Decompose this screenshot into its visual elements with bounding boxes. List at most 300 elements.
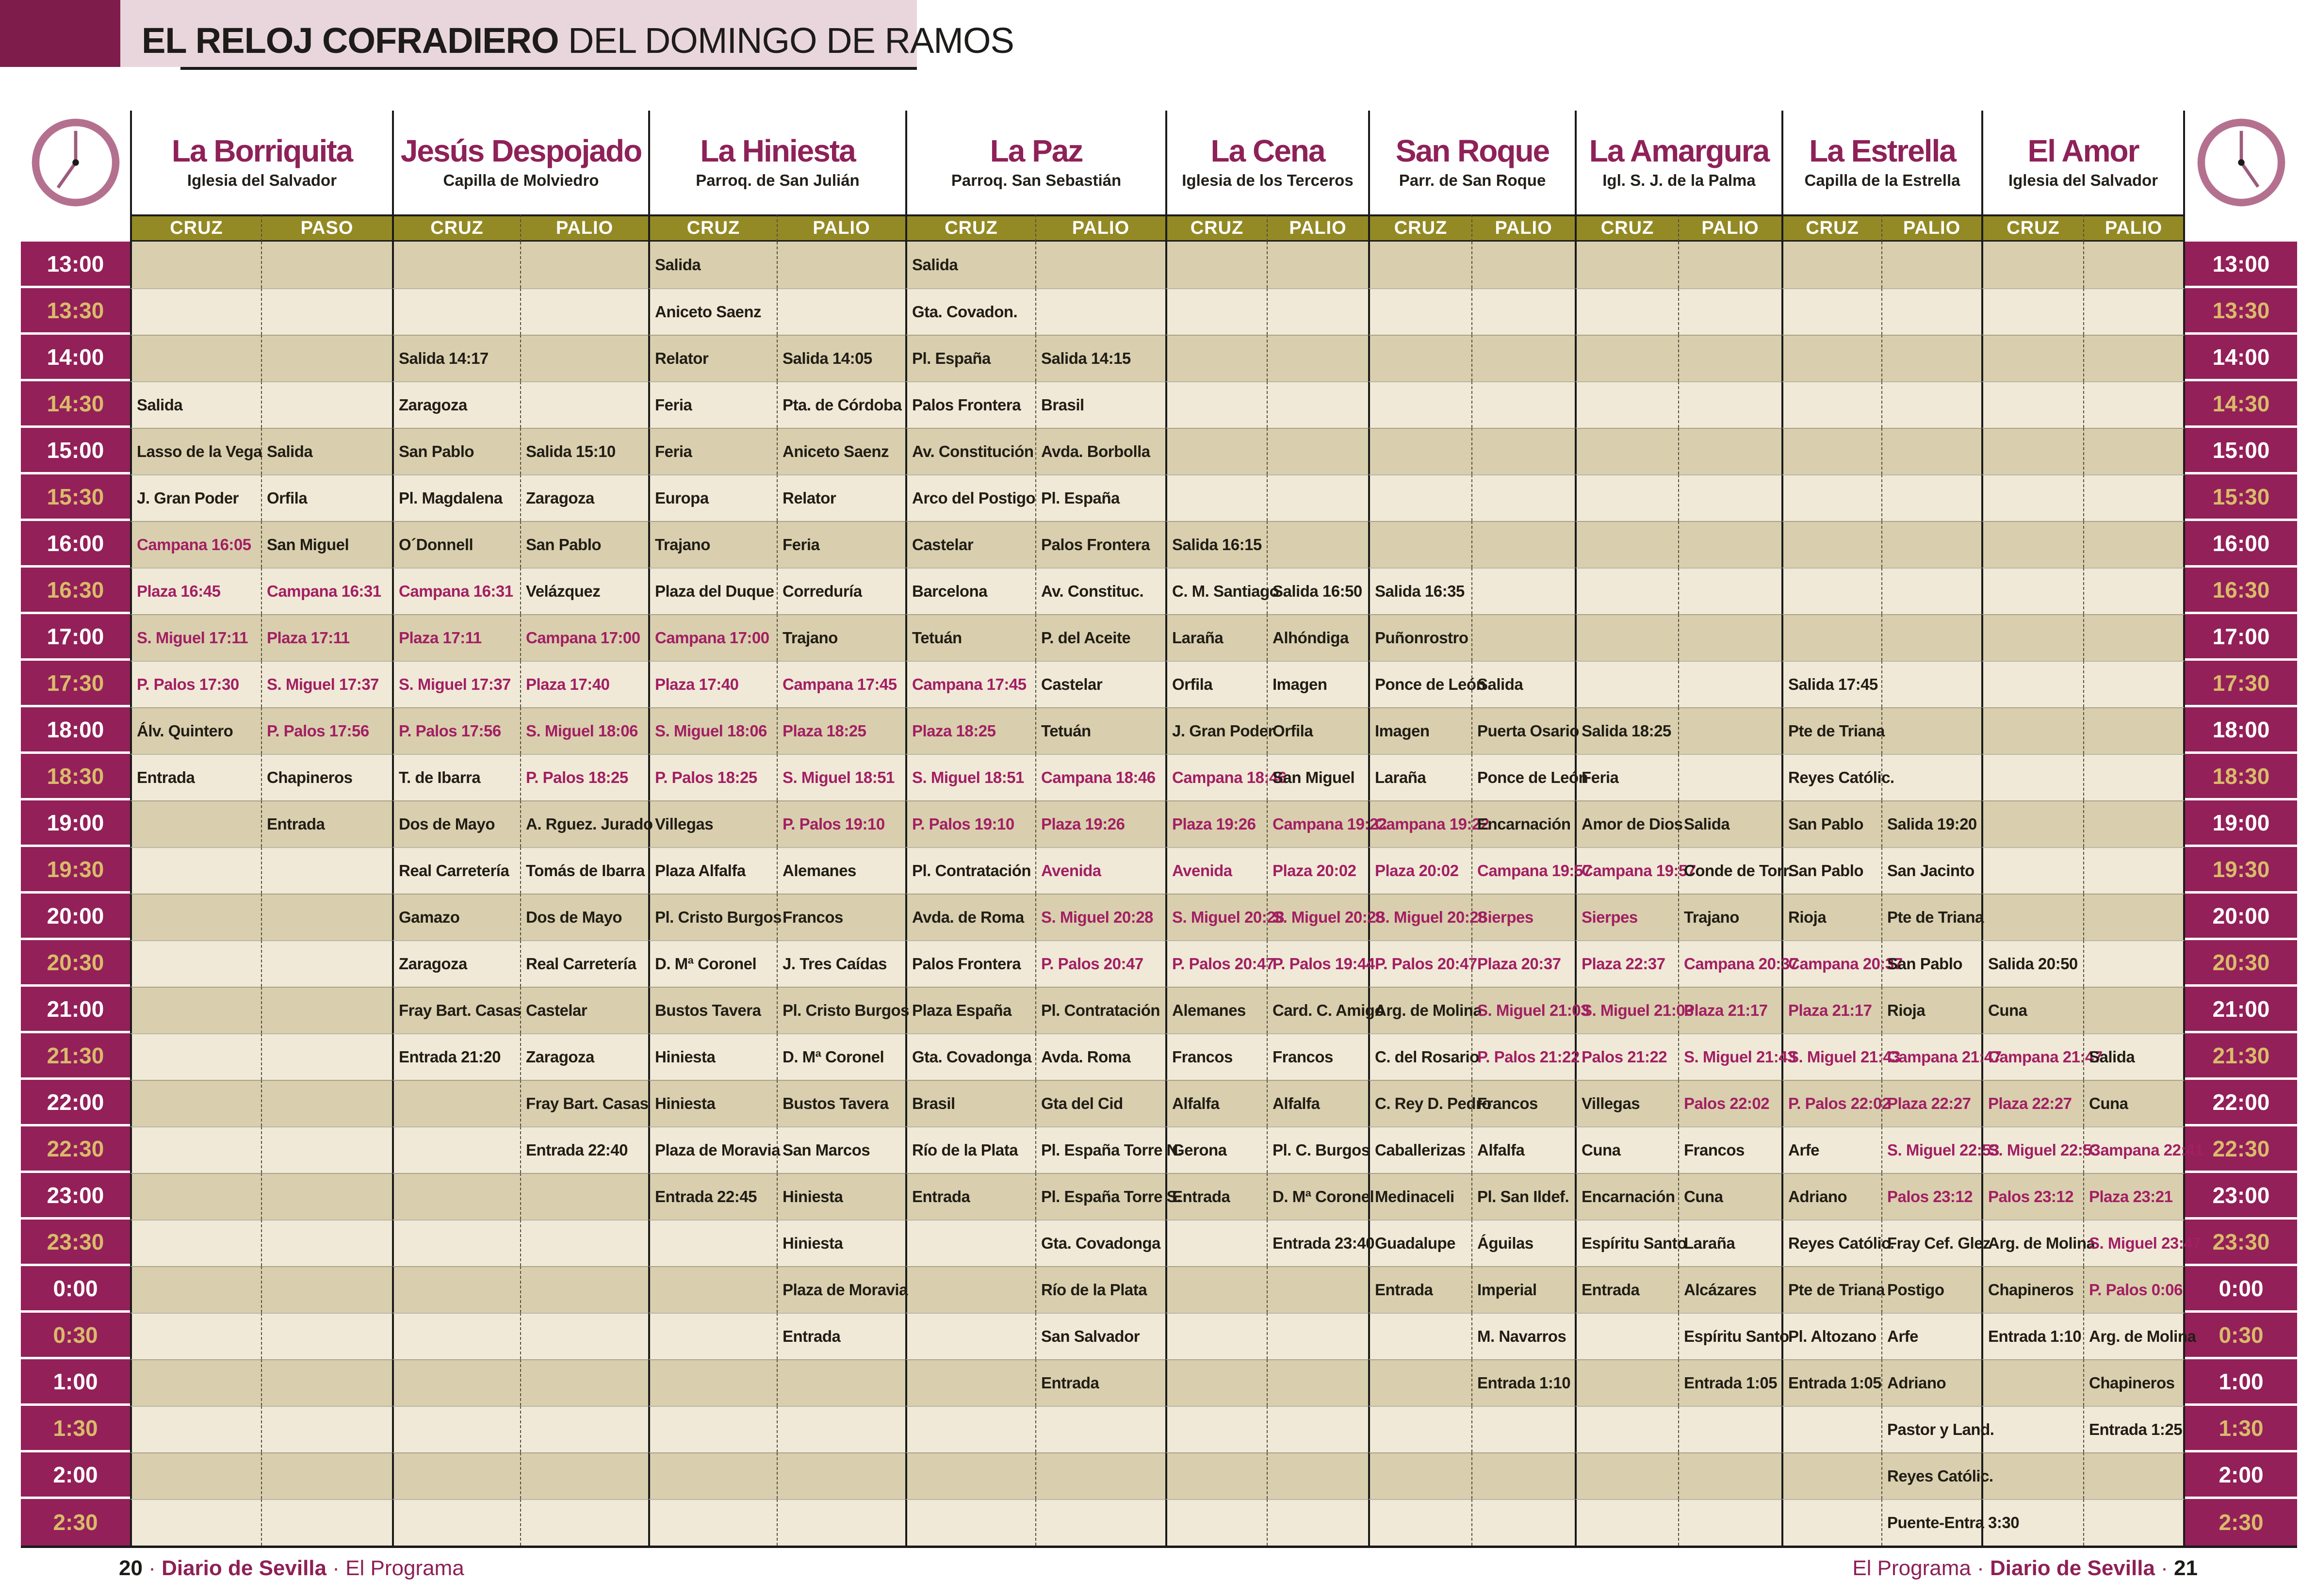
schedule-cell — [1981, 847, 2083, 894]
schedule-cell: Salida 19:20 — [1881, 800, 1981, 847]
schedule-cell — [1035, 1452, 1165, 1499]
schedule-cell: Dos de Mayo — [392, 800, 520, 847]
church-header — [392, 111, 648, 214]
table-row — [21, 1126, 2297, 1173]
schedule-cell: A. Rguez. Jurado — [520, 800, 648, 847]
schedule-cell — [1678, 1499, 1781, 1546]
schedule-cell: Hiniesta — [648, 1080, 777, 1126]
schedule-cell: Plaza 17:40 — [648, 661, 777, 707]
schedule-cell: S. Miguel 17:37 — [261, 661, 392, 707]
time-cell-right: 19:30 — [2185, 847, 2297, 894]
schedule-cell: Pl. Cristo Burgos — [777, 987, 905, 1033]
schedule-cell: Bustos Tavera — [777, 1080, 905, 1126]
schedule-cell — [261, 1033, 392, 1080]
schedule-cell: Plaza 22:27 — [1981, 1080, 2083, 1126]
clock-icon-left — [29, 116, 122, 209]
schedule-cell: Palos 22:02 — [1678, 1080, 1781, 1126]
schedule-cell — [1471, 521, 1575, 568]
schedule-cell: Feria — [648, 428, 777, 474]
schedule-cell — [1981, 568, 2083, 614]
schedule-cell: J. Tres Caídas — [777, 940, 905, 987]
column-label: PALIO — [1881, 214, 1981, 242]
footer-brand: Diario de Sevilla — [162, 1556, 327, 1580]
schedule-cell: Reyes Católic. — [1781, 1220, 1881, 1266]
schedule-cell — [1678, 707, 1781, 754]
schedule-cell — [1035, 1499, 1165, 1546]
church-venue: Parroq. San Sebastián — [951, 171, 1122, 189]
schedule-cell — [905, 1313, 1035, 1359]
table-row — [21, 1266, 2297, 1313]
time-cell-left: 22:30 — [21, 1126, 130, 1173]
schedule-cell — [1981, 242, 2083, 288]
schedule-cell — [1981, 661, 2083, 707]
schedule-cell — [1981, 474, 2083, 521]
schedule-cell: Dos de Mayo — [520, 894, 648, 940]
schedule-cell — [130, 940, 261, 987]
table-row — [21, 987, 2297, 1033]
schedule-cell: Zaragoza — [520, 474, 648, 521]
schedule-cell: Aniceto Saenz — [648, 288, 777, 335]
time-cell-right: 17:00 — [2185, 614, 2297, 661]
time-cell-right: 17:30 — [2185, 661, 2297, 707]
schedule-cell — [2083, 568, 2185, 614]
time-cell-left: 1:00 — [21, 1359, 130, 1406]
table-row — [21, 1499, 2297, 1546]
schedule-cell: Plaza 16:45 — [130, 568, 261, 614]
schedule-cell: Sierpes — [1471, 894, 1575, 940]
schedule-cell — [261, 894, 392, 940]
schedule-cell: Entrada — [261, 800, 392, 847]
schedule-cell — [1881, 614, 1981, 661]
schedule-cell — [1471, 568, 1575, 614]
schedule-cell — [1881, 288, 1981, 335]
schedule-cell: Fray Bart. Casas — [392, 987, 520, 1033]
schedule-cell: Plaza 20:02 — [1368, 847, 1471, 894]
schedule-cell: Fray Cef. Glez — [1881, 1220, 1981, 1266]
schedule-cell: Campana 19:22 — [1368, 800, 1471, 847]
schedule-cell — [2083, 474, 2185, 521]
schedule-cell: Río de la Plata — [1035, 1266, 1165, 1313]
schedule-cell: Zaragoza — [392, 381, 520, 428]
schedule-cell — [1368, 335, 1471, 381]
schedule-cell: Orfila — [1267, 707, 1368, 754]
schedule-cell: Arg. de Molina — [2083, 1313, 2185, 1359]
schedule-cell: Chapineros — [261, 754, 392, 800]
schedule-cell — [648, 1220, 777, 1266]
schedule-cell — [392, 1359, 520, 1406]
schedule-cell — [130, 800, 261, 847]
time-cell-right: 13:30 — [2185, 288, 2297, 335]
time-cell-right: 23:00 — [2185, 1173, 2297, 1220]
column-label: PALIO — [520, 214, 648, 242]
schedule-cell: Tetuán — [1035, 707, 1165, 754]
schedule-cell: Espíritu Santo — [1678, 1313, 1781, 1359]
schedule-cell — [1165, 288, 1267, 335]
cruz-palio-bar — [21, 214, 2297, 242]
time-cell-left: 21:30 — [21, 1033, 130, 1080]
schedule-cell — [1165, 242, 1267, 288]
schedule-cell: Avenida — [1165, 847, 1267, 894]
schedule-cell: Europa — [648, 474, 777, 521]
schedule-cell — [261, 1406, 392, 1452]
schedule-cell: Salida — [1678, 800, 1781, 847]
schedule-cell: D. Mª Coronel — [648, 940, 777, 987]
schedule-cell: Avda. Borbolla — [1035, 428, 1165, 474]
schedule-cell: Pl. C. Burgos — [1267, 1126, 1368, 1173]
church-name: La Paz — [990, 133, 1083, 169]
schedule-cell: Guadalupe — [1368, 1220, 1471, 1266]
table-row — [21, 242, 2297, 288]
schedule-cell — [130, 1126, 261, 1173]
schedule-cell: Feria — [1575, 754, 1678, 800]
page-title-bold: EL RELOJ COFRADIERO — [142, 20, 559, 61]
time-cell-left: 17:00 — [21, 614, 130, 661]
schedule-cell: Conde de Torr. — [1678, 847, 1781, 894]
schedule-cell: S. Miguel 18:06 — [520, 707, 648, 754]
schedule-cell: Caballerizas — [1368, 1126, 1471, 1173]
schedule-cell — [520, 1452, 648, 1499]
schedule-cell: Francos — [1165, 1033, 1267, 1080]
schedule-cell: Entrada — [1575, 1266, 1678, 1313]
schedule-cell: San Miguel — [1267, 754, 1368, 800]
time-cell-right: 2:30 — [2185, 1499, 2297, 1546]
schedule-cell: P. Palos 18:25 — [520, 754, 648, 800]
schedule-cell: Salida 16:50 — [1267, 568, 1368, 614]
clock-icon-right — [2195, 116, 2288, 209]
table-row — [21, 1452, 2297, 1499]
schedule-cell — [1368, 1499, 1471, 1546]
schedule-cell: Puente-Entra 3:30 — [1881, 1499, 1981, 1546]
schedule-cell: D. Mª Coronel — [1267, 1173, 1368, 1220]
schedule-cell: Fray Bart. Casas — [520, 1080, 648, 1126]
schedule-cell: P. Palos 19:10 — [777, 800, 905, 847]
time-cell-left: 14:00 — [21, 335, 130, 381]
schedule-cell: Entrada 1:25 — [2083, 1406, 2185, 1452]
schedule-cell: Campana 16:05 — [130, 521, 261, 568]
schedule-cell — [1678, 288, 1781, 335]
schedule-cell — [130, 1266, 261, 1313]
schedule-cell: Palos Frontera — [1035, 521, 1165, 568]
schedule-cell: Cuna — [1575, 1126, 1678, 1173]
schedule-cell — [1267, 474, 1368, 521]
column-label: CRUZ — [1165, 214, 1267, 242]
church-header — [1781, 111, 1981, 214]
schedule-cell — [2083, 661, 2185, 707]
table-row — [21, 428, 2297, 474]
schedule-cell — [261, 1220, 392, 1266]
schedule-cell: Arfe — [1881, 1313, 1981, 1359]
schedule-cell — [261, 242, 392, 288]
schedule-cell: P. Palos 20:47 — [1165, 940, 1267, 987]
schedule-cell — [1368, 1313, 1471, 1359]
clock-left-cell — [21, 111, 130, 214]
schedule-cell: Hiniesta — [777, 1220, 905, 1266]
schedule-cell — [1575, 568, 1678, 614]
schedule-cell: Orfila — [261, 474, 392, 521]
schedule-cell — [1881, 568, 1981, 614]
schedule-cell — [2083, 381, 2185, 428]
schedule-cell: Salida 14:17 — [392, 335, 520, 381]
schedule-cell — [1267, 1499, 1368, 1546]
schedule-cell: Avenida — [1035, 847, 1165, 894]
schedule-cell: Campana 17:45 — [777, 661, 905, 707]
schedule-cell: Pl. Contratación — [1035, 987, 1165, 1033]
schedule-cell — [1471, 381, 1575, 428]
schedule-cell — [130, 1452, 261, 1499]
schedule-cell: Entrada 1:10 — [1471, 1359, 1575, 1406]
schedule-cell: Postigo — [1881, 1266, 1981, 1313]
schedule-cell: Alfalfa — [1165, 1080, 1267, 1126]
schedule-cell — [777, 1499, 905, 1546]
church-venue: Iglesia de los Terceros — [1182, 171, 1354, 189]
schedule-cell: Salida 20:50 — [1981, 940, 2083, 987]
schedule-cell: Castelar — [520, 987, 648, 1033]
schedule-cell — [1165, 1359, 1267, 1406]
schedule-body — [21, 242, 2297, 1548]
schedule-cell — [1368, 381, 1471, 428]
schedule-cell — [1781, 242, 1881, 288]
schedule-cell: C. del Rosario — [1368, 1033, 1471, 1080]
schedule-cell: P. Palos 22:02 — [1781, 1080, 1881, 1126]
schedule-cell: Real Carretería — [520, 940, 648, 987]
title-corner-block — [0, 0, 120, 67]
table-header-row — [21, 111, 2297, 214]
time-cell-right: 23:30 — [2185, 1220, 2297, 1266]
schedule-cell: Palos 21:22 — [1575, 1033, 1678, 1080]
schedule-cell — [1368, 474, 1471, 521]
schedule-cell — [1267, 428, 1368, 474]
schedule-cell: Pl. España — [1035, 474, 1165, 521]
table-row — [21, 1406, 2297, 1452]
schedule-cell: Pte de Triana — [1781, 707, 1881, 754]
schedule-cell — [1471, 614, 1575, 661]
time-cell-right: 0:30 — [2185, 1313, 2297, 1359]
church-header — [1981, 111, 2185, 214]
schedule-cell — [1575, 1359, 1678, 1406]
schedule-cell: Campana 19:57 — [1471, 847, 1575, 894]
schedule-cell: Castelar — [905, 521, 1035, 568]
church-venue: Parr. de San Roque — [1399, 171, 1546, 189]
schedule-cell — [648, 1406, 777, 1452]
table-row — [21, 1359, 2297, 1406]
table-row — [21, 1173, 2297, 1220]
schedule-cell: Francos — [1267, 1033, 1368, 1080]
schedule-cell: Zaragoza — [520, 1033, 648, 1080]
schedule-cell: Gta. Covadon. — [905, 288, 1035, 335]
schedule-cell — [520, 1173, 648, 1220]
schedule-cell — [392, 1173, 520, 1220]
schedule-cell: Encarnación — [1575, 1173, 1678, 1220]
schedule-cell — [1981, 800, 2083, 847]
schedule-cell — [1781, 614, 1881, 661]
schedule-cell: Sierpes — [1575, 894, 1678, 940]
schedule-cell: Salida — [2083, 1033, 2185, 1080]
schedule-cell: Arg. de Molina — [1368, 987, 1471, 1033]
time-cell-right: 1:00 — [2185, 1359, 2297, 1406]
schedule-cell: Palos 23:12 — [1981, 1173, 2083, 1220]
schedule-cell: Imperial — [1471, 1266, 1575, 1313]
schedule-cell: Zaragoza — [392, 940, 520, 987]
schedule-cell — [392, 1499, 520, 1546]
schedule-cell — [1267, 521, 1368, 568]
schedule-cell — [261, 1359, 392, 1406]
table-row — [21, 521, 2297, 568]
schedule-cell: Francos — [1471, 1080, 1575, 1126]
schedule-cell: Álv. Quintero — [130, 707, 261, 754]
schedule-cell — [1165, 1220, 1267, 1266]
schedule-cell — [130, 1080, 261, 1126]
time-cell-left: 18:00 — [21, 707, 130, 754]
footer-separator: · — [2161, 1556, 2168, 1580]
schedule-cell: Relator — [648, 335, 777, 381]
schedule-cell: S. Miguel 20:28 — [1165, 894, 1267, 940]
schedule-cell: Alcázares — [1678, 1266, 1781, 1313]
schedule-cell: S. Miguel 21:43 — [1781, 1033, 1881, 1080]
church-header — [1575, 111, 1781, 214]
schedule-cell: Correduría — [777, 568, 905, 614]
schedule-cell: Rioja — [1881, 987, 1981, 1033]
schedule-cell: Palos Frontera — [905, 381, 1035, 428]
schedule-cell: Palos Frontera — [905, 940, 1035, 987]
schedule-cell: Pl. Altozano — [1781, 1313, 1881, 1359]
footer-brand: Diario de Sevilla — [1990, 1556, 2155, 1580]
schedule-cell — [1781, 568, 1881, 614]
schedule-cell — [1267, 1452, 1368, 1499]
schedule-cell: San Miguel — [261, 521, 392, 568]
church-header — [648, 111, 905, 214]
schedule-cell — [1981, 707, 2083, 754]
table-row — [21, 1033, 2297, 1080]
time-cell-right: 22:30 — [2185, 1126, 2297, 1173]
schedule-cell: J. Gran Poder — [1165, 707, 1267, 754]
schedule-cell — [1981, 381, 2083, 428]
page-title-regular: DEL DOMINGO DE RAMOS — [558, 20, 1014, 61]
time-cell-left: 23:00 — [21, 1173, 130, 1220]
column-label: CRUZ — [648, 214, 777, 242]
schedule-cell: Imagen — [1267, 661, 1368, 707]
schedule-cell: Francos — [777, 894, 905, 940]
schedule-cell: Medinaceli — [1368, 1173, 1471, 1220]
schedule-cell: Campana 17:00 — [648, 614, 777, 661]
schedule-cell: Plaza 21:17 — [1678, 987, 1781, 1033]
schedule-cell — [905, 1406, 1035, 1452]
column-label: PASO — [261, 214, 392, 242]
church-header — [1165, 111, 1368, 214]
time-cell-left: 20:00 — [21, 894, 130, 940]
schedule-cell: Relator — [777, 474, 905, 521]
church-name: La Estrella — [1809, 133, 1956, 169]
schedule-cell: S. Miguel 21:43 — [1678, 1033, 1781, 1080]
schedule-cell — [392, 1452, 520, 1499]
time-cell-right: 0:00 — [2185, 1266, 2297, 1313]
schedule-cell — [1368, 1452, 1471, 1499]
time-cell-right: 20:30 — [2185, 940, 2297, 987]
schedule-cell — [1165, 335, 1267, 381]
schedule-cell — [1267, 335, 1368, 381]
schedule-cell — [1678, 614, 1781, 661]
schedule-cell — [905, 1220, 1035, 1266]
schedule-cell: Salida 18:25 — [1575, 707, 1678, 754]
schedule-cell: Entrada — [1165, 1173, 1267, 1220]
time-cell-left: 16:00 — [21, 521, 130, 568]
schedule-cell — [392, 288, 520, 335]
schedule-cell — [1881, 474, 1981, 521]
schedule-cell: M. Navarros — [1471, 1313, 1575, 1359]
footer-program: El Programa — [1852, 1556, 1971, 1580]
schedule-cell — [261, 1313, 392, 1359]
schedule-cell: Plaza Alfalfa — [648, 847, 777, 894]
schedule-cell: Villegas — [648, 800, 777, 847]
time-cell-left: 13:00 — [21, 242, 130, 288]
church-name: La Cena — [1210, 133, 1325, 169]
schedule-cell: Real Carretería — [392, 847, 520, 894]
column-label: PALIO — [2083, 214, 2185, 242]
schedule-cell — [130, 847, 261, 894]
schedule-cell: Plaza de Moravia — [777, 1266, 905, 1313]
schedule-cell — [2083, 847, 2185, 894]
schedule-cell — [1678, 474, 1781, 521]
schedule-cell — [1471, 288, 1575, 335]
time-cell-left: 0:30 — [21, 1313, 130, 1359]
table-row — [21, 707, 2297, 754]
schedule-cell — [2083, 614, 2185, 661]
schedule-cell — [1678, 335, 1781, 381]
schedule-cell — [905, 1266, 1035, 1313]
schedule-cell — [130, 1406, 261, 1452]
schedule-cell: Salida 14:05 — [777, 335, 905, 381]
schedule-cell — [1575, 1499, 1678, 1546]
time-cell-left: 19:30 — [21, 847, 130, 894]
church-venue: Parroq. de San Julián — [696, 171, 860, 189]
schedule-cell — [1575, 614, 1678, 661]
schedule-cell: Avda. Roma — [1035, 1033, 1165, 1080]
schedule-cell: Entrada 21:20 — [392, 1033, 520, 1080]
column-label: PALIO — [1678, 214, 1781, 242]
schedule-cell: Adriano — [1881, 1359, 1981, 1406]
schedule-cell — [1575, 335, 1678, 381]
schedule-cell — [1165, 1452, 1267, 1499]
schedule-cell — [261, 1452, 392, 1499]
schedule-cell — [520, 242, 648, 288]
schedule-cell: Bustos Tavera — [648, 987, 777, 1033]
schedule-cell — [2083, 1499, 2185, 1546]
table-row — [21, 754, 2297, 800]
column-label: CRUZ — [905, 214, 1035, 242]
schedule-cell: Entrada — [905, 1173, 1035, 1220]
time-cell-left: 21:00 — [21, 987, 130, 1033]
column-label: CRUZ — [1981, 214, 2083, 242]
schedule-cell — [1881, 242, 1981, 288]
schedule-cell: Card. C. Amigo — [1267, 987, 1368, 1033]
schedule-cell — [2083, 754, 2185, 800]
time-cell-right: 14:00 — [2185, 335, 2297, 381]
schedule-cell — [261, 1499, 392, 1546]
schedule-cell: P. Palos 17:30 — [130, 661, 261, 707]
table-row — [21, 1080, 2297, 1126]
schedule-cell: P. Palos 20:47 — [1035, 940, 1165, 987]
schedule-cell — [261, 1173, 392, 1220]
schedule-cell — [1881, 335, 1981, 381]
schedule-cell: San Jacinto — [1881, 847, 1981, 894]
time-cell-right: 18:30 — [2185, 754, 2297, 800]
schedule-cell: Imagen — [1368, 707, 1471, 754]
schedule-cell: Campana 16:31 — [261, 568, 392, 614]
schedule-cell: P. Palos 21:22 — [1471, 1033, 1575, 1080]
schedule-cell: Pta. de Córdoba — [777, 381, 905, 428]
schedule-cell: Rioja — [1781, 894, 1881, 940]
schedule-cell — [1471, 1499, 1575, 1546]
time-cell-left: 17:30 — [21, 661, 130, 707]
